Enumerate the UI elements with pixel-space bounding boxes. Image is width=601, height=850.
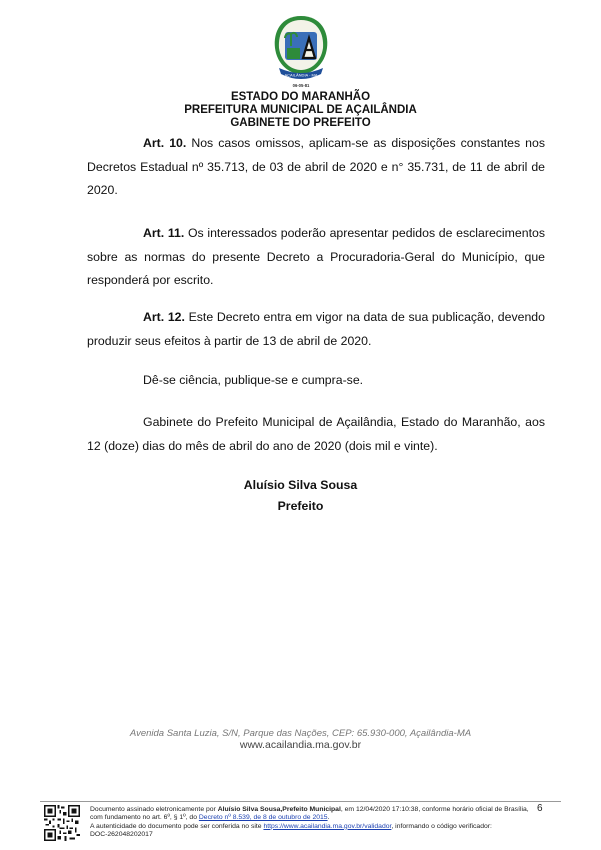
place-and-date — [87, 411, 545, 458]
city-hall-heading: PREFEITURA MUNICIPAL DE AÇAILÂNDIA — [184, 104, 417, 116]
validator-link[interactable]: https://www.acailandia.ma.gov.br/validador — [263, 822, 392, 830]
signature-notice-text-3: . — [327, 814, 330, 822]
signatory-title: Prefeito — [277, 499, 324, 513]
footer-address: Avenida Santa Luzia, S/N, Parque das Nações, CEP: 65.930-000, Açailândia-MA — [129, 728, 472, 739]
article-11-label: Art. 11. — [143, 226, 185, 240]
article-10-label: Art. 10. — [143, 136, 187, 150]
article-10 — [87, 132, 545, 203]
article-11-text: Os interessados poderão apresentar pedidos de esclarecimentos sobre as normas do presente Decreto a Procuradoria-Geral do Município, que responderá por escrito. — [87, 226, 545, 287]
verify-text-1: A autenticidade do documento pode ser conferida no site — [90, 822, 264, 830]
footer-website: www.acailandia.ma.gov.br — [239, 739, 362, 751]
crest-banner-text: AÇAILÂNDIA - MA — [284, 72, 318, 78]
page-number: 6 — [537, 803, 543, 814]
place-date-text: Gabinete do Prefeito Municipal de Açailândia, Estado do Maranhão, aos 12 (doze) dias do mês de abril do ano de 2020 (dois mil e vinte). — [87, 415, 545, 453]
article-10-text: Nos casos omissos, aplicam-se as disposições constantes nos Decretos Estadual nº 35.713, de 03 de abril de 2020 e n° 35.731, de 11 de abril de 2020. — [87, 136, 545, 197]
decree-link[interactable]: Decreto nº 8.539, de 8 de outubro de 2015 — [198, 814, 328, 822]
closing-formula — [87, 369, 545, 393]
article-12-label: Art. 12. — [143, 310, 185, 324]
crest-date-text: 06-05-81 — [292, 83, 310, 88]
closing-text: Dê-se ciência, publique-se e cumpra-se. — [143, 373, 364, 387]
verify-text-2: , informando o código verificador: — [391, 822, 492, 830]
article-11 — [87, 222, 545, 293]
municipal-crest-icon — [269, 14, 333, 90]
verification-code: DOC-262048202017 — [90, 831, 153, 839]
footer-divider — [40, 801, 561, 802]
state-heading: ESTADO DO MARANHÃO — [230, 91, 371, 103]
electronic-signature-notice — [90, 806, 530, 840]
signature-notice-text-1: Documento assinado eletronicamente por — [90, 806, 218, 813]
signatory-name: Aluísio Silva Sousa — [243, 478, 358, 492]
signature-notice-text-2: , em 12/04/2020 17:10:38, conforme horário oficial de Brasília, com fundamento no art. 6º, § 1º, do — [90, 806, 529, 822]
article-12-text: Este Decreto entra em vigor na data de sua publicação, devendo produzir seus efeitos à partir de 13 de abril de 2020. — [87, 310, 545, 348]
signature-signer: Aluísio Silva Sousa,Prefeito Municipal — [217, 806, 341, 813]
article-12 — [87, 306, 545, 353]
office-heading: GABINETE DO PREFEITO — [230, 117, 371, 129]
qr-code-icon — [44, 805, 80, 841]
